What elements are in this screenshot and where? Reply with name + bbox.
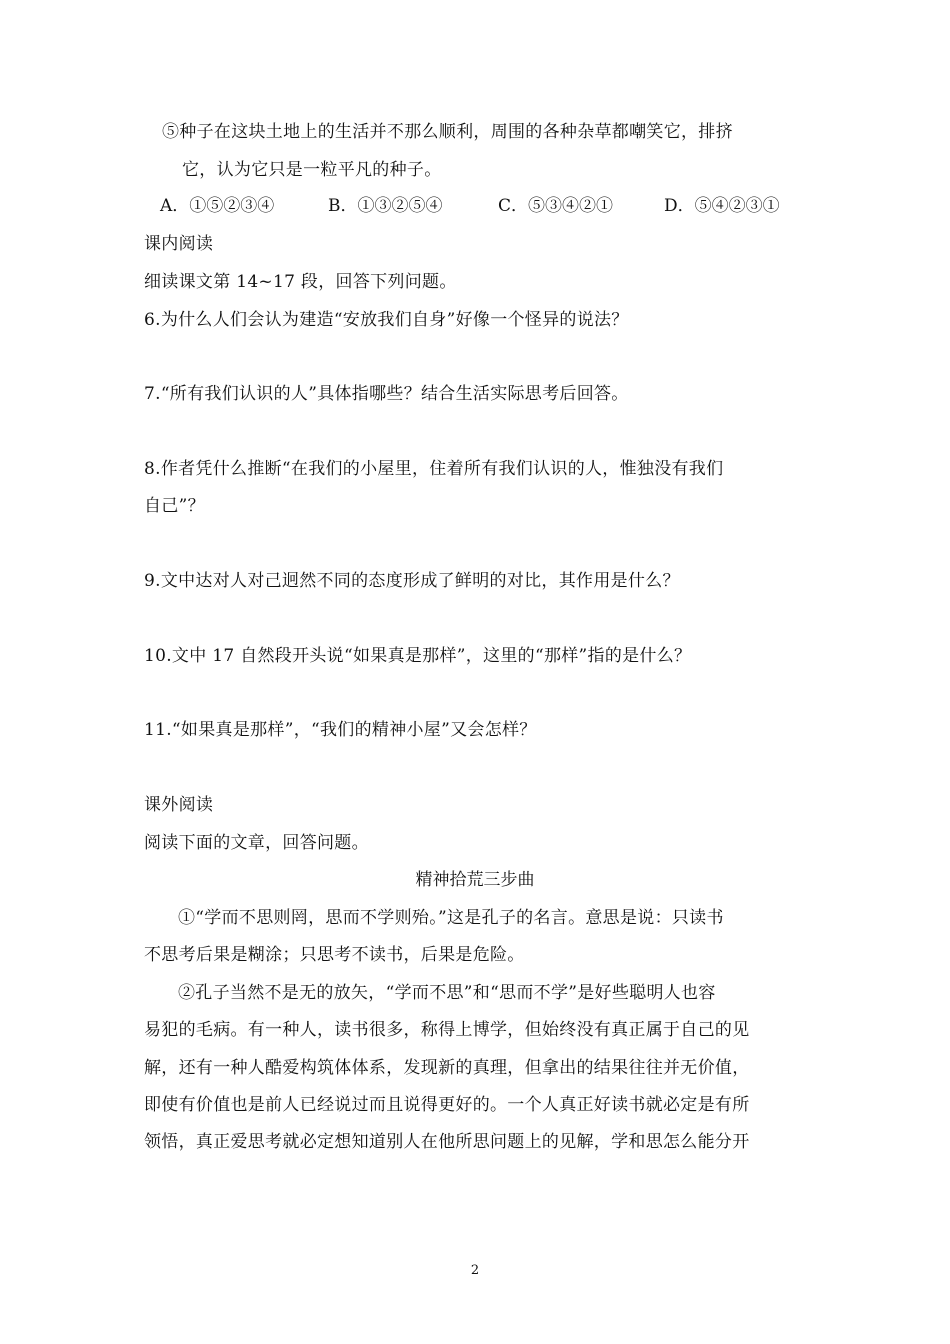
question-7: 7.“所有我们认识的人”具体指哪些？结合生活实际思考后回答。 [144, 384, 629, 404]
question-6: 6.为什么人们会认为建造“安放我们自身”好像一个怪异的说法？ [144, 310, 629, 330]
question-8-line1: 8.作者凭什么推断“在我们的小屋里，住着所有我们认识的人，惟独没有我们 [144, 459, 724, 479]
page-number: 2 [470, 1263, 480, 1278]
answer-options [160, 194, 824, 218]
question-8-line2: 自己”？ [144, 496, 205, 516]
choice-item-5-line2: 它，认为它只是一粒平凡的种子。 [182, 160, 442, 180]
paragraph-2-line4: 即使有价值也是前人已经说过而且说得更好的。一个人真正好读书就必定是有所 [144, 1095, 750, 1115]
article-title: 精神拾荒三步曲 [415, 870, 535, 890]
paragraph-2-line5: 领悟，真正爱思考就必定想知道别人在他所思问题上的见解，学和思怎么能分开 [144, 1132, 750, 1152]
in-class-reading-heading: 课内阅读 [144, 234, 214, 254]
choice-item-5-line1: ⑤种子在这块土地上的生活并不那么顺利，周围的各种杂草都嘲笑它，排挤 [162, 122, 733, 142]
paragraph-1-line1: ①“学而不思则罔，思而不学则殆。”这是孔子的名言。意思是说：只读书 [178, 908, 724, 928]
in-class-reading-instruction: 细读课文第 14~17 段，回答下列问题。 [144, 272, 457, 292]
option-a: A．①⑤②③④ [160, 196, 275, 216]
extra-reading-instruction: 阅读下面的文章，回答问题。 [144, 833, 369, 853]
option-b: B．①③②⑤④ [328, 196, 443, 216]
question-10: 10.文中 17 自然段开头说“如果真是那样”，这里的“那样”指的是什么？ [144, 646, 692, 666]
option-d: D．⑤④②③① [664, 196, 780, 216]
paragraph-2-line1: ②孔子当然不是无的放矢，“学而不思”和“思而不学”是好些聪明人也容 [178, 983, 716, 1003]
paragraph-1-line2: 不思考后果是糊涂；只思考不读书，后果是危险。 [144, 945, 525, 965]
question-11: 11.“如果真是那样”，“我们的精神小屋”又会怎样？ [144, 720, 537, 740]
paragraph-2-line2: 易犯的毛病。有一种人，读书很多，称得上博学，但始终没有真正属于自己的见 [144, 1020, 750, 1040]
question-9: 9.文中达对人对己迥然不同的态度形成了鲜明的对比，其作用是什么？ [144, 571, 680, 591]
paragraph-2-line3: 解，还有一种人酷爱构筑体体系，发现新的真理，但拿出的结果往往并无价值， [144, 1058, 750, 1078]
option-c: C．⑤③④②① [498, 196, 614, 216]
extra-reading-heading: 课外阅读 [144, 795, 214, 815]
